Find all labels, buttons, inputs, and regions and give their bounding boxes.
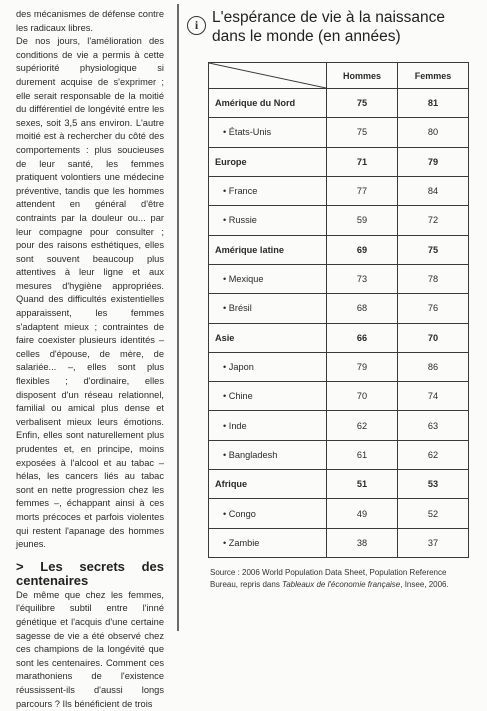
row-label: Amérique latine (209, 235, 327, 264)
section-title: > Les secrets des centenaires (16, 558, 164, 589)
hommes-value: 38 (327, 528, 398, 557)
hommes-value: 79 (327, 352, 398, 381)
row-label: Europe (209, 147, 327, 176)
row-label: • Inde (209, 411, 327, 440)
table-row (209, 352, 469, 381)
femmes-value: 75 (398, 235, 469, 264)
femmes-value: 76 (398, 294, 469, 323)
row-label: • Japon (209, 352, 327, 381)
row-label: • États-Unis (209, 118, 327, 147)
source-note (210, 567, 476, 591)
row-label: Amérique du Nord (209, 89, 327, 118)
row-label: • Bangladesh (209, 440, 327, 469)
femmes-value: 70 (398, 323, 469, 352)
hommes-value: 49 (327, 499, 398, 528)
table-corner-cell (209, 63, 327, 89)
femmes-value: 62 (398, 440, 469, 469)
femmes-value: 86 (398, 352, 469, 381)
hommes-value: 61 (327, 440, 398, 469)
hommes-value: 73 (327, 264, 398, 293)
table-row (209, 411, 469, 440)
table-row (209, 176, 469, 205)
hommes-value: 62 (327, 411, 398, 440)
hommes-value: 59 (327, 206, 398, 235)
hommes-value: 75 (327, 118, 398, 147)
hommes-value: 70 (327, 382, 398, 411)
row-label: • France (209, 176, 327, 205)
source-publication: Tableaux de l'économie française (282, 580, 401, 589)
column-header-femmes: Femmes (398, 63, 469, 89)
hommes-value: 69 (327, 235, 398, 264)
row-label: Afrique (209, 470, 327, 499)
source-prefix: Source : 2006 World Population Data Sheet, Population Reference Bureau, repris dans (210, 568, 447, 589)
row-label: • Zambie (209, 528, 327, 557)
info-icon: i (187, 16, 206, 35)
femmes-value: 37 (398, 528, 469, 557)
hommes-value: 68 (327, 294, 398, 323)
row-label: • Chine (209, 382, 327, 411)
femmes-value: 84 (398, 176, 469, 205)
femmes-value: 79 (398, 147, 469, 176)
hommes-value: 71 (327, 147, 398, 176)
article-paragraph-1: des mécanismes de défense contre les radicaux libres. (16, 9, 164, 33)
hommes-value: 75 (327, 89, 398, 118)
table-row (209, 499, 469, 528)
femmes-value: 78 (398, 264, 469, 293)
hommes-value: 66 (327, 323, 398, 352)
table-row (209, 440, 469, 469)
row-label: • Congo (209, 499, 327, 528)
table-row (209, 323, 469, 352)
femmes-value: 63 (398, 411, 469, 440)
table-row (209, 470, 469, 499)
table-row (209, 206, 469, 235)
femmes-value: 52 (398, 499, 469, 528)
row-label: • Mexique (209, 264, 327, 293)
box-title: L'espérance de vie à la naissance dans le monde (en années) (212, 9, 446, 45)
article-paragraph-2: De nos jours, l'amélioration des conditions de vie a permis à cette supériorité physiologique si durement acquise de s'exprimer ; elle serait responsable de la moitié du différentiel de longévité entre les sexes, soit 3,5 ans environ. L'autre moitié est à rechercher du côté des comportements : plus soucieuses de leur santé, les femmes pratiquent volontiers une médecine préventive, tandis que les hommes attendent en général d'être contraints par la douleur ou... par leur compagne pour consulter ; pour des raisons esthétiques, elles sont souvent beaucoup plus attentives à leur ligne et aux mesures d'hygiène appropriées. Quand des difficultés existentielles apparaissent, les femmes s'adaptent mieux ; contraintes de faire coexister plusieurs identités – celles d'épouse, de mère, de salariée... –, elles sont plus flexibles ; d'ordinaire, elles disposent d'un réseau relationnel, familial ou amical plus dense et verbalisent mieux leurs émotions. Enfin, elles sont naturellement plus prudentes et, en principe, moins exposées à l'alcool et au tabac – hélas, les cancers liés au tabac sont en nette progression chez les femmes –, échappant ainsi à ces morts précoces et parfois violentes qui restent l'apanage des hommes jeunes. (16, 36, 164, 550)
source-suffix: , Insee, 2006. (400, 580, 449, 589)
femmes-value: 72 (398, 206, 469, 235)
row-label: Asie (209, 323, 327, 352)
article-column (16, 8, 164, 711)
femmes-value: 74 (398, 382, 469, 411)
row-label: • Brésil (209, 294, 327, 323)
table-row (209, 147, 469, 176)
table-body (209, 89, 469, 558)
hommes-value: 51 (327, 470, 398, 499)
femmes-value: 53 (398, 470, 469, 499)
table-row (209, 264, 469, 293)
table-row (209, 294, 469, 323)
femmes-value: 81 (398, 89, 469, 118)
row-label: • Russie (209, 206, 327, 235)
column-divider (177, 4, 179, 631)
table-row (209, 118, 469, 147)
table-row (209, 89, 469, 118)
table-header-row (209, 63, 469, 89)
table-row (209, 235, 469, 264)
column-header-hommes: Hommes (327, 63, 398, 89)
table-row (209, 528, 469, 557)
section-paragraph: De même que chez les femmes, l'équilibre subtil entre l'inné génétique et l'acquis d'une certaine sagesse de vie a été observé chez ces champions de la longévité que sont les centenaires. Comment ces marathoniens de l'existence réussissent-ils d'aussi longs parcours ? Ils bénéficient de trois (16, 589, 164, 709)
table-row (209, 382, 469, 411)
hommes-value: 77 (327, 176, 398, 205)
life-expectancy-table (208, 62, 469, 558)
femmes-value: 80 (398, 118, 469, 147)
